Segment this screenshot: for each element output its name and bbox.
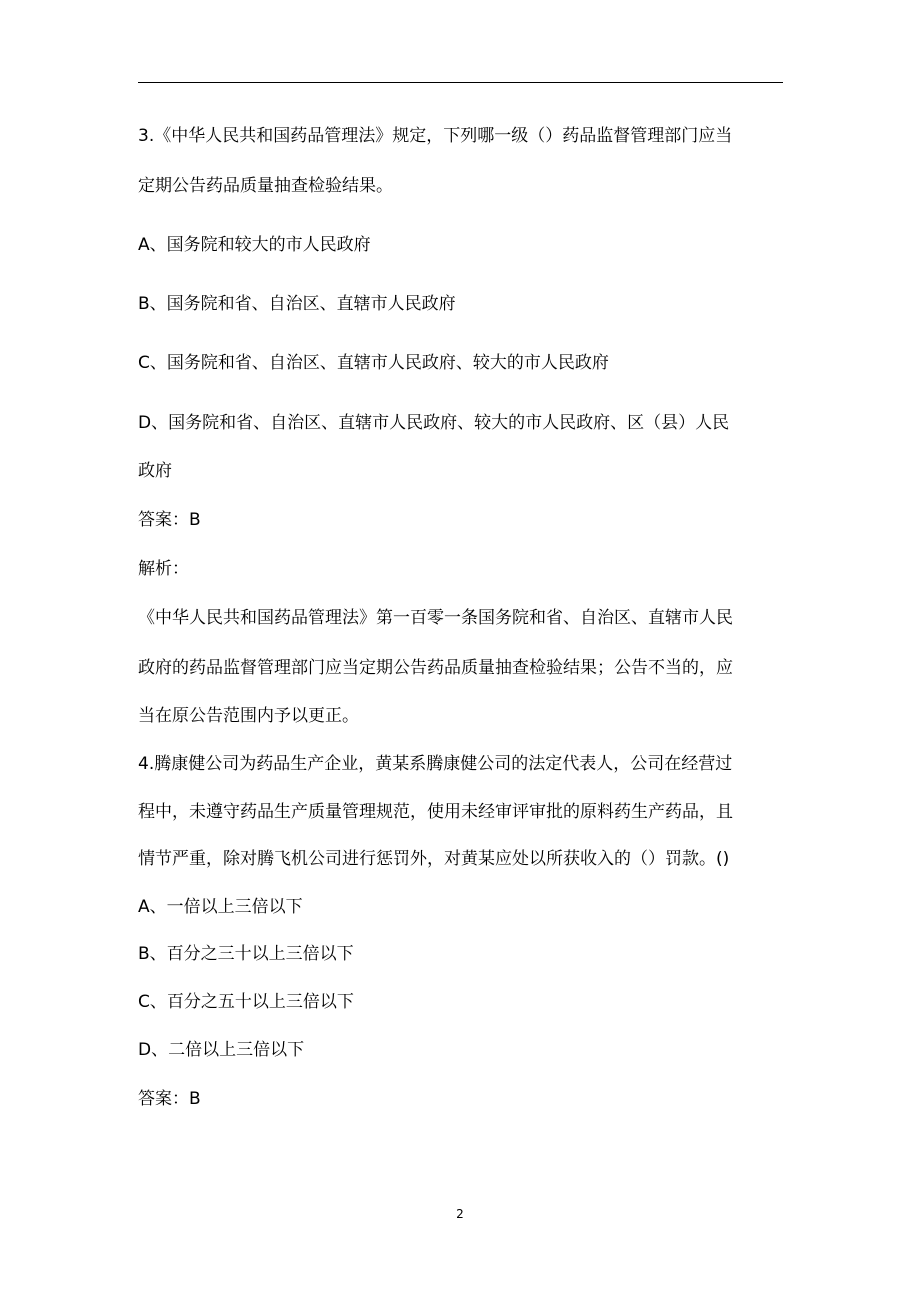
q3-option-c: C、国务院和省、自治区、直辖市人民政府、较大的市人民政府 <box>138 353 609 373</box>
q3-stem-line-1: 3.《中华人民共和国药品管理法》规定，下列哪一级（）药品监督管理部门应当 <box>138 126 733 146</box>
page-number: 2 <box>456 1207 464 1221</box>
q3-option-a: A、国务院和较大的市人民政府 <box>138 235 371 255</box>
q4-stem-line-1: 4.腾康健公司为药品生产企业，黄某系腾康健公司的法定代表人，公司在经营过 <box>138 754 733 774</box>
q3-analysis-line-2: 政府的药品监督管理部门应当定期公告药品质量抽查检验结果；公告不当的，应 <box>138 658 733 678</box>
q3-answer: 答案：B <box>138 510 201 530</box>
q3-analysis-label: 解析： <box>138 559 189 579</box>
q4-option-d: D、二倍以上三倍以下 <box>138 1040 305 1060</box>
q4-option-a: A、一倍以上三倍以下 <box>138 897 303 917</box>
q4-option-c: C、百分之五十以上三倍以下 <box>138 992 354 1012</box>
q4-stem-line-3: 情节严重，除对腾飞机公司进行惩罚外，对黄某应处以所获收入的（）罚款。() <box>138 849 730 869</box>
q3-option-d-line-2: 政府 <box>138 461 172 481</box>
q3-analysis-line-3: 当在原公告范围内予以更正。 <box>138 706 359 726</box>
header-rule <box>138 82 783 83</box>
q3-option-b: B、国务院和省、自治区、直辖市人民政府 <box>138 294 456 314</box>
q4-answer: 答案：B <box>138 1089 201 1109</box>
q3-option-d-line-1: D、国务院和省、自治区、直辖市人民政府、较大的市人民政府、区（县）人民 <box>138 413 730 433</box>
q4-stem-line-2: 程中，未遵守药品生产质量管理规范，使用未经审评审批的原料药生产药品，且 <box>138 802 733 822</box>
q3-analysis-line-1: 《中华人民共和国药品管理法》第一百零一条国务院和省、自治区、直辖市人民 <box>138 608 733 628</box>
q3-stem-line-2: 定期公告药品质量抽查检验结果。 <box>138 176 393 196</box>
q4-option-b: B、百分之三十以上三倍以下 <box>138 944 354 964</box>
